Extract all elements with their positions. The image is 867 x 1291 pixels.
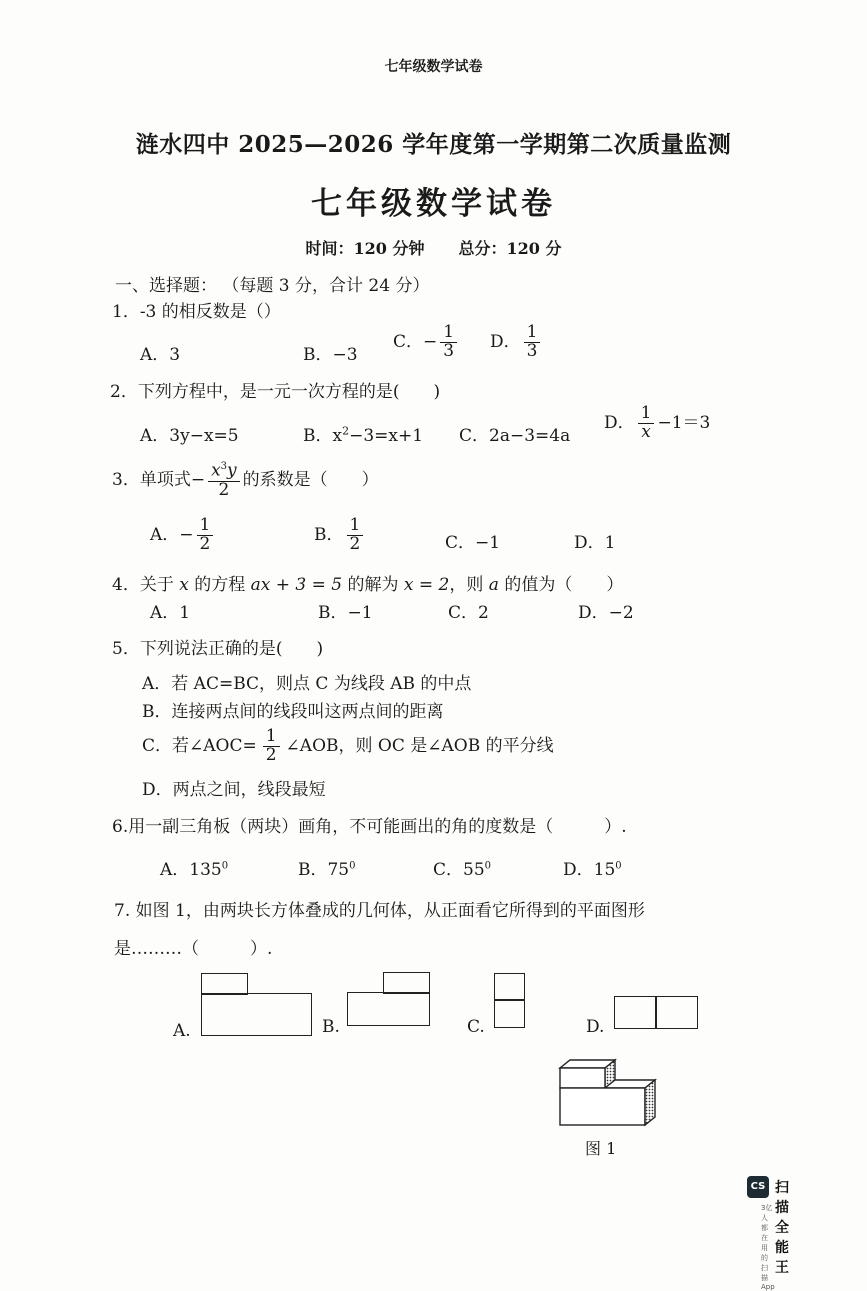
q7-option-d-label: D. [586,1017,605,1037]
q7-stem-line1: 7. 如图 1，由两块长方体叠成的几何体，从正面看它所得到的平面图形 [114,901,645,921]
q6-option-c: C．$55^0$ [433,860,492,880]
q4-option-d: D．−2 [578,603,634,623]
q1-stem: 1．-3 的相反数是（） [112,302,281,322]
time-score-line [0,236,867,259]
time-info: 时间：120 分钟 [305,239,425,258]
q4-stem: 4．关于 x 的方程 ax + 3 = 5 的解为 x = 2，则 a 的值为（ ） [112,575,624,595]
q1-option-c: C．− $\frac{1}{3}$ [393,324,460,361]
figure-1-solid [555,1055,665,1135]
q3-option-c: C．−1 [445,533,501,553]
q6-option-a: A．$135^0$ [160,860,229,880]
exam-title: 涟水四中 2025—2026 学年度第一学期第二次质量监测 [135,131,732,158]
q3-stem: 3．单项式− $\frac{x^3y}{2}$ 的系数是（ ） [112,460,379,500]
section-heading: 一、选择题： （每题 3 分，合计 24 分） [115,276,430,296]
q2-option-d: D． $\frac{1}{x}$ −1＝3 [604,403,711,442]
q7-option-b-label: B. [322,1017,340,1037]
q3-option-b: B． $\frac{1}{2}$ [314,517,366,554]
q5-option-a: A．若 AC=BC，则点 C 为线段 AB 的中点 [142,674,472,694]
q1-option-d: D． $\frac{1}{3}$ [490,324,543,361]
q1-option-a: A．3 [140,345,181,365]
q7-stem-line2: 是………（ ）. [114,939,273,959]
score-info: 总分：120 分 [458,239,562,258]
cs-logo-icon: CS [747,1176,769,1198]
q7-option-a-label: A. [173,1021,191,1041]
q1-option-b: B．−3 [303,345,358,365]
q4-option-b: B．−1 [318,603,373,623]
q5-option-b: B．连接两点间的线段叫这两点间的距离 [142,702,444,722]
scanner-app-name: 扫描全能王 [775,1180,789,1276]
header-subject: 七年级数学试卷 [384,59,483,75]
q2-option-b: B．$x^2-3=x+1$ [303,424,424,446]
q5-stem: 5．下列说法正确的是( ) [112,639,324,659]
q2-option-a: A．3y−x=5 [140,426,239,446]
q4-option-a: A．1 [150,603,191,623]
q6-option-b: B．$75^0$ [298,860,356,880]
q2-stem: 2．下列方程中，是一元一次方程的是( ) [110,382,441,402]
q5-option-d: D．两点之间，线段最短 [142,780,326,800]
q5-option-c: C．若∠AOC= $\frac{1}{2}$ ∠AOB，则 OC 是∠AOB 的平分线 [142,726,554,765]
exam-subtitle: 七年级数学试卷 [311,186,556,222]
figure-1-caption: 图 1 [585,1139,617,1158]
q4-option-c: C．2 [448,603,489,623]
q3-option-a: A．− $\frac{1}{2}$ [150,517,216,554]
q6-stem: 6.用一副三角板（两块）画角，不可能画出的角的度数是（ ）. [112,817,627,837]
q6-option-d: D．$15^0$ [563,860,622,880]
q7-option-c-label: C. [467,1017,485,1037]
q3-option-d: D．1 [574,533,616,553]
scanner-tagline: 3亿人都在用的扫描App [761,1204,775,1291]
q2-option-c: C．2a−3=4a [459,426,571,446]
